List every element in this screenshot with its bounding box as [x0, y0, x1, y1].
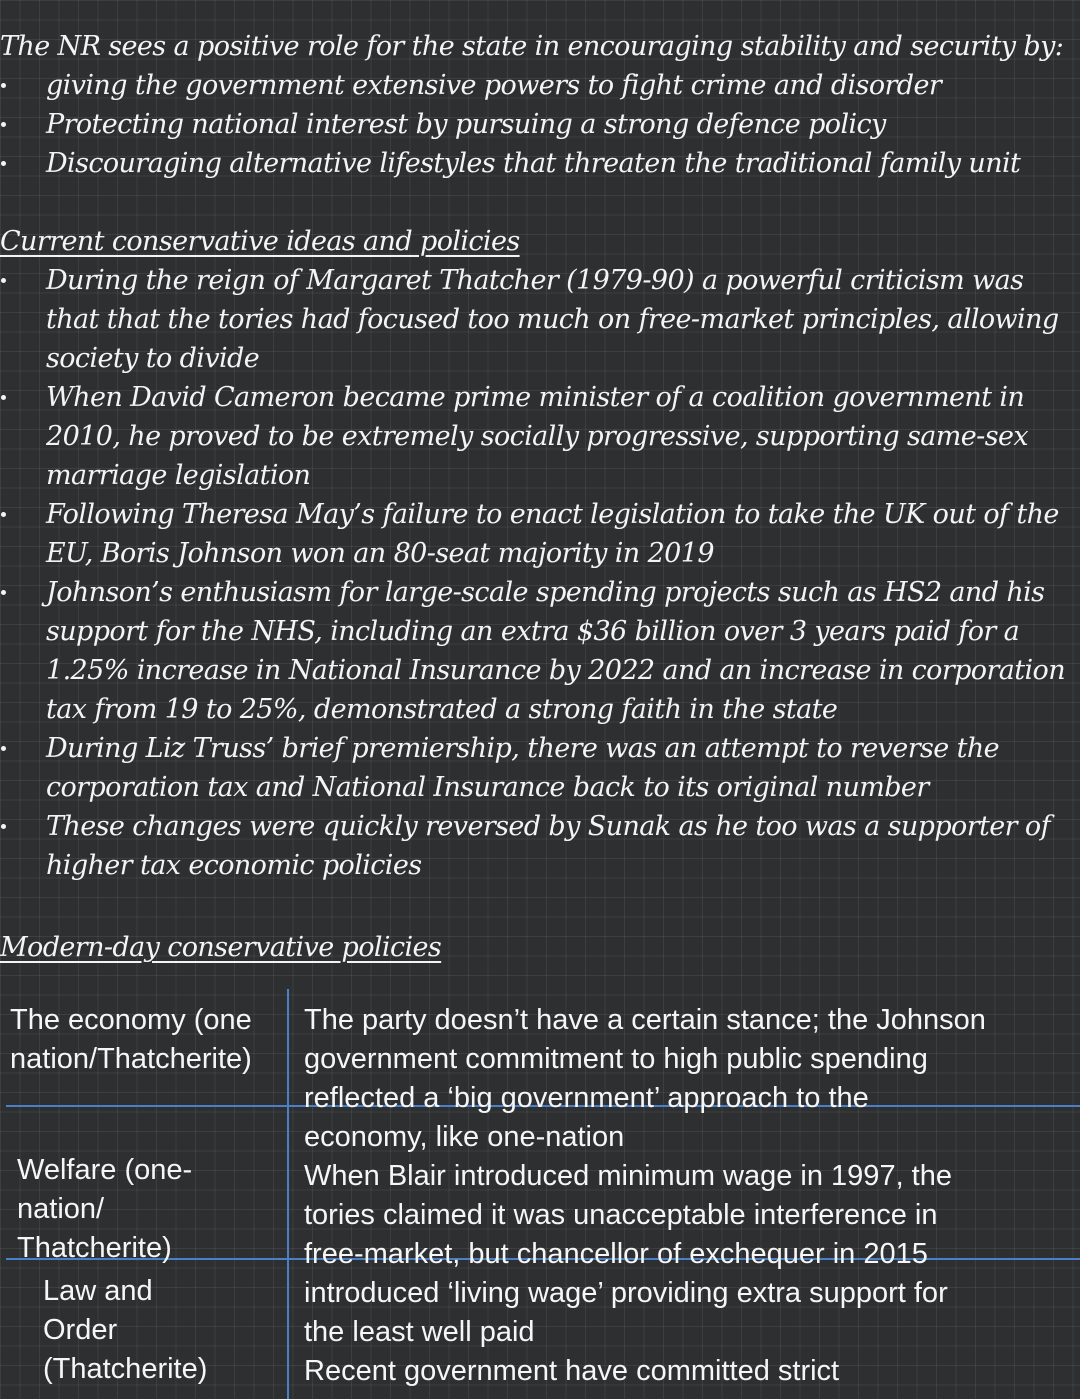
- list-item: When David Cameron became prime minister of a coalition government in 2010, he proved to be extremely socially progressive, supporting same-sex marriage legislation: [0, 378, 1078, 495]
- table-row-header-economy: The economy (one nation/Thatcherite): [10, 1004, 252, 1075]
- list-item: During the reign of Margaret Thatcher (1979-90) a powerful criticism was that that the tories had focused too much on free-market principles, allowing society to divide: [0, 261, 1078, 378]
- current-section: [0, 222, 1078, 885]
- bullet-icon: [1, 395, 6, 400]
- table-row-header-law-and-order: Law and Order (Thatcherite): [43, 1275, 208, 1385]
- section-heading: Modern-day conservative policies: [0, 932, 442, 963]
- table-row-header-welfare: Welfare (one- nation/ Thatcherite): [17, 1154, 193, 1264]
- policy-table: [0, 995, 1080, 1395]
- section-heading: Current conservative ideas and policies: [0, 226, 520, 257]
- list-item: Protecting national interest by pursuing a strong defence policy: [0, 105, 1078, 144]
- list-item: giving the government extensive powers to fight crime and disorder: [0, 66, 1078, 105]
- column-divider: [287, 989, 289, 1399]
- bullet-icon: [1, 122, 6, 127]
- table-body-text: The party doesn’t have a certain stance; the Johnson government commitment to high public spending reflected a ‘big government’ approach to the economy, like one-nation When Blair introduced minimum wage in 1997, the tories claimed it was unacceptable interference in free-market, but chancellor of exchequer in 2015 introduced ‘living wage’ providing extra support for the least well paid Recent government have committed strict: [304, 1004, 986, 1387]
- bullet-icon: [1, 161, 6, 166]
- intro-bullet-list: [0, 66, 1078, 183]
- bullet-icon: [1, 278, 6, 283]
- list-item: During Liz Truss’ brief premiership, there was an attempt to reverse the corporation tax and National Insurance back to its original number: [0, 729, 1078, 807]
- modern-section: [0, 928, 1078, 967]
- current-bullet-list: [0, 261, 1078, 885]
- list-item: These changes were quickly reversed by Sunak as he too was a supporter of higher tax economic policies: [0, 807, 1078, 885]
- intro-section: [0, 27, 1078, 183]
- intro-sentence: The NR sees a positive role for the state in encouraging stability and security by:: [0, 31, 1064, 62]
- bullet-icon: [1, 83, 6, 88]
- list-item: Following Theresa May’s failure to enact legislation to take the UK out of the EU, Boris Johnson won an 80-seat majority in 2019: [0, 495, 1078, 573]
- bullet-icon: [1, 746, 6, 751]
- bullet-icon: [1, 590, 6, 595]
- list-item: Discouraging alternative lifestyles that threaten the traditional family unit: [0, 144, 1078, 183]
- bullet-icon: [1, 824, 6, 829]
- list-item: Johnson’s enthusiasm for large-scale spending projects such as HS2 and his support for the NHS, including an extra $36 billion over 3 years paid for a 1.25% increase in National Insurance by 2022 and an increase in corporation tax from 19 to 25%, demonstrated a strong faith in the state: [0, 573, 1078, 729]
- bullet-icon: [1, 512, 6, 517]
